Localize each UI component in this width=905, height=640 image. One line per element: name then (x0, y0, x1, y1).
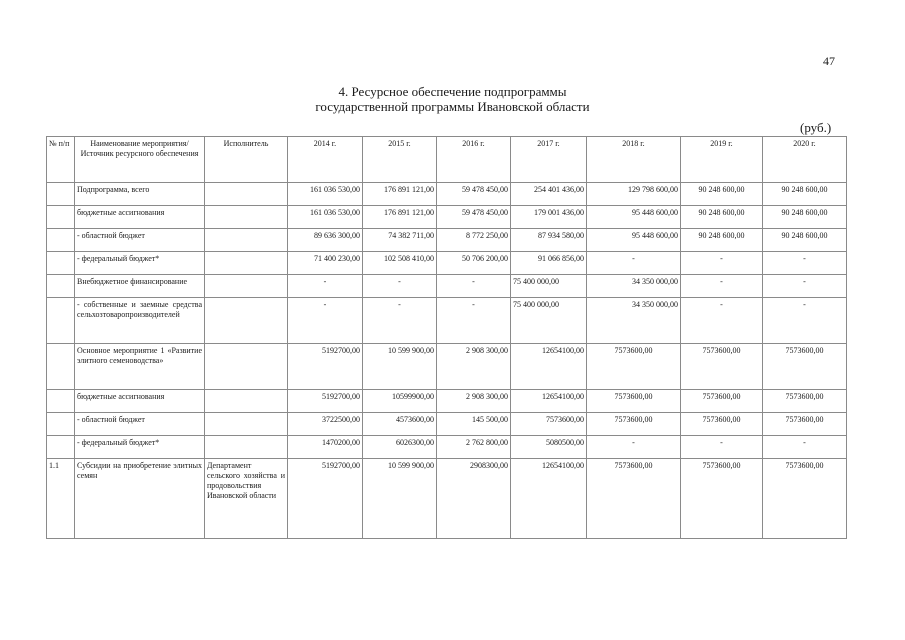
row-value-2017: 254 401 436,00 (511, 183, 587, 206)
row-value-2015: 176 891 121,00 (363, 206, 437, 229)
row-name: Внебюджетное финансирование (75, 275, 205, 298)
row-value-2015: 10 599 900,00 (363, 459, 437, 539)
row-value-2017: 12654100,00 (511, 344, 587, 390)
row-value-2020: - (763, 275, 847, 298)
table-row (47, 298, 847, 344)
row-value-2019: 90 248 600,00 (681, 229, 763, 252)
row-value-2018: 95 448 600,00 (587, 206, 681, 229)
row-executor (205, 436, 288, 459)
row-value-2018: 34 350 000,00 (587, 298, 681, 344)
row-executor (205, 413, 288, 436)
header-year-2016: 2016 г. (437, 137, 511, 183)
table-row (47, 390, 847, 413)
row-number (47, 206, 75, 229)
table-row (47, 229, 847, 252)
row-value-2019: 7573600,00 (681, 413, 763, 436)
row-value-2015: - (363, 298, 437, 344)
row-executor (205, 229, 288, 252)
header-num: № п/п (47, 137, 75, 183)
row-value-2020: 7573600,00 (763, 344, 847, 390)
row-value-2014: 1470200,00 (288, 436, 363, 459)
row-value-2017: 75 400 000,00 (511, 298, 587, 344)
row-value-2018: 129 798 600,00 (587, 183, 681, 206)
header-executor: Исполнитель (205, 137, 288, 183)
row-name: бюджетные ассигнования (75, 390, 205, 413)
header-year-2017: 2017 г. (511, 137, 587, 183)
row-value-2019: 90 248 600,00 (681, 183, 763, 206)
row-value-2015: 4573600,00 (363, 413, 437, 436)
row-number (47, 183, 75, 206)
title-line-1: 4. Ресурсное обеспечение подпрограммы (338, 84, 567, 99)
row-number (47, 390, 75, 413)
row-value-2014: 161 036 530,00 (288, 183, 363, 206)
row-executor (205, 298, 288, 344)
header-year-2020: 2020 г. (763, 137, 847, 183)
table-row (47, 436, 847, 459)
row-value-2018: - (587, 252, 681, 275)
header-year-2019: 2019 г. (681, 137, 763, 183)
row-number (47, 413, 75, 436)
row-value-2017: 12654100,00 (511, 390, 587, 413)
row-value-2016: 2 762 800,00 (437, 436, 511, 459)
table-row (47, 459, 847, 539)
row-value-2015: - (363, 275, 437, 298)
row-value-2016: 50 706 200,00 (437, 252, 511, 275)
row-value-2014: 5192700,00 (288, 390, 363, 413)
row-value-2018: - (587, 436, 681, 459)
table-header-row (47, 137, 847, 183)
row-value-2018: 34 350 000,00 (587, 275, 681, 298)
row-value-2019: 7573600,00 (681, 390, 763, 413)
row-value-2015: 74 382 711,00 (363, 229, 437, 252)
row-number (47, 298, 75, 344)
row-name: - областной бюджет (75, 229, 205, 252)
row-value-2015: 10 599 900,00 (363, 344, 437, 390)
row-value-2017: 75 400 000,00 (511, 275, 587, 298)
table-row (47, 344, 847, 390)
row-value-2014: 5192700,00 (288, 344, 363, 390)
row-value-2014: - (288, 298, 363, 344)
header-year-2014: 2014 г. (288, 137, 363, 183)
row-name: - федеральный бюджет* (75, 252, 205, 275)
row-name: бюджетные ассигнования (75, 206, 205, 229)
row-number (47, 252, 75, 275)
row-value-2014: 5192700,00 (288, 459, 363, 539)
row-value-2016: - (437, 275, 511, 298)
row-value-2020: 90 248 600,00 (763, 229, 847, 252)
row-value-2017: 5080500,00 (511, 436, 587, 459)
row-number (47, 344, 75, 390)
table-row (47, 206, 847, 229)
resource-table (46, 136, 847, 539)
row-value-2014: 89 636 300,00 (288, 229, 363, 252)
row-name: Субсидии на приобретение элитных семян (75, 459, 205, 539)
row-value-2014: 3722500,00 (288, 413, 363, 436)
row-number (47, 436, 75, 459)
row-value-2020: - (763, 298, 847, 344)
row-value-2018: 7573600,00 (587, 459, 681, 539)
table-row (47, 252, 847, 275)
row-executor (205, 344, 288, 390)
row-value-2018: 7573600,00 (587, 344, 681, 390)
row-value-2020: - (763, 252, 847, 275)
header-year-2018: 2018 г. (587, 137, 681, 183)
row-value-2019: - (681, 298, 763, 344)
row-value-2014: 161 036 530,00 (288, 206, 363, 229)
table-row (47, 183, 847, 206)
row-name: - федеральный бюджет* (75, 436, 205, 459)
row-value-2017: 7573600,00 (511, 413, 587, 436)
header-name: Наименование мероприятия/Источник ресурсного обеспечения (75, 137, 205, 183)
row-name: - собственные и заемные средства сельхозтоваропроизводителей (75, 298, 205, 344)
row-name: Подпрограмма, всего (75, 183, 205, 206)
row-value-2020: - (763, 436, 847, 459)
row-value-2015: 176 891 121,00 (363, 183, 437, 206)
row-value-2018: 7573600,00 (587, 390, 681, 413)
row-value-2016: 2908300,00 (437, 459, 511, 539)
row-executor (205, 206, 288, 229)
row-value-2015: 6026300,00 (363, 436, 437, 459)
row-executor: Департамент сельского хозяйства и продовольствия Ивановской области (205, 459, 288, 539)
row-value-2020: 90 248 600,00 (763, 206, 847, 229)
row-value-2016: 2 908 300,00 (437, 390, 511, 413)
row-executor (205, 390, 288, 413)
row-executor (205, 252, 288, 275)
row-executor (205, 275, 288, 298)
row-value-2019: - (681, 275, 763, 298)
row-value-2019: - (681, 252, 763, 275)
row-value-2020: 7573600,00 (763, 390, 847, 413)
row-value-2020: 7573600,00 (763, 459, 847, 539)
row-value-2016: 59 478 450,00 (437, 206, 511, 229)
row-value-2017: 87 934 580,00 (511, 229, 587, 252)
row-value-2014: 71 400 230,00 (288, 252, 363, 275)
row-number (47, 229, 75, 252)
row-value-2016: 2 908 300,00 (437, 344, 511, 390)
row-value-2015: 10599900,00 (363, 390, 437, 413)
row-value-2017: 12654100,00 (511, 459, 587, 539)
row-value-2019: - (681, 436, 763, 459)
row-value-2015: 102 508 410,00 (363, 252, 437, 275)
row-value-2020: 90 248 600,00 (763, 183, 847, 206)
row-value-2014: - (288, 275, 363, 298)
row-value-2019: 90 248 600,00 (681, 206, 763, 229)
table-row (47, 413, 847, 436)
document-title (0, 84, 905, 114)
row-value-2018: 95 448 600,00 (587, 229, 681, 252)
row-value-2020: 7573600,00 (763, 413, 847, 436)
row-executor (205, 183, 288, 206)
title-line-2: государственной программы Ивановской области (315, 99, 590, 114)
row-value-2017: 179 001 436,00 (511, 206, 587, 229)
row-value-2018: 7573600,00 (587, 413, 681, 436)
row-number (47, 275, 75, 298)
row-value-2016: 59 478 450,00 (437, 183, 511, 206)
row-value-2017: 91 066 856,00 (511, 252, 587, 275)
page-number: 47 (823, 54, 835, 68)
row-name: Основное мероприятие 1 «Развитие элитного семеноводства» (75, 344, 205, 390)
header-year-2015: 2015 г. (363, 137, 437, 183)
row-name: - областной бюджет (75, 413, 205, 436)
row-value-2016: 8 772 250,00 (437, 229, 511, 252)
unit-label: (руб.) (800, 120, 832, 135)
row-value-2019: 7573600,00 (681, 344, 763, 390)
row-value-2016: 145 500,00 (437, 413, 511, 436)
row-value-2019: 7573600,00 (681, 459, 763, 539)
row-value-2016: - (437, 298, 511, 344)
row-number: 1.1 (47, 459, 75, 539)
table-row (47, 275, 847, 298)
